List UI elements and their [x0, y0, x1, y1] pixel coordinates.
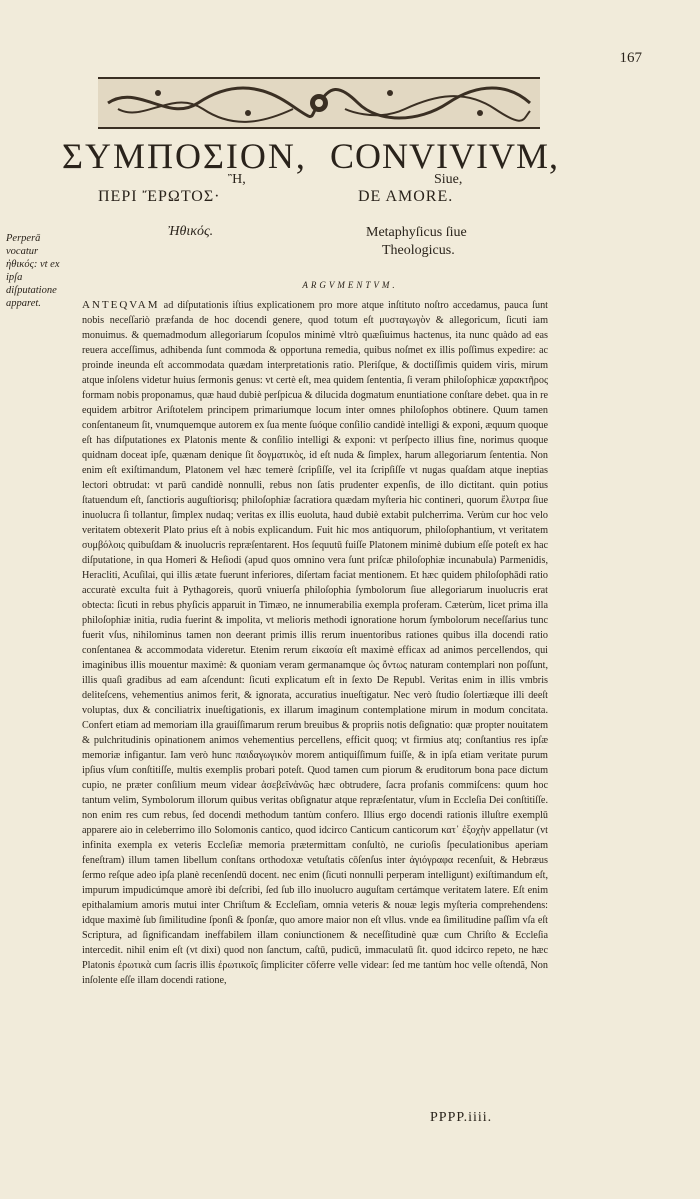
greek-title: ΣΥΜΠΟΣΙΟΝ, [62, 136, 307, 176]
greek-conjunction: Ἢ, [228, 172, 246, 187]
body-text [82, 298, 548, 988]
argumentum-heading: ARGVMENTVM. [302, 280, 398, 290]
latin-genre-line1: Metaphyſicus ſiue [366, 225, 467, 240]
latin-title: CONVIVIVM, [330, 136, 559, 176]
latin-genre [366, 224, 467, 260]
page-number: 167 [619, 50, 642, 66]
body-paragraph: ad diſputationis iſtius explicationem pro more atque inſtituto noſtro accedamus, pauca ſunt nobis neceſſariò præfanda de hoc docendi genere, quod totum eſt μυσταγωγὸν & allegoricum, ſicuti iam monuimus. & quemadmodum allegoriarum ſcopulos minimè vltrò quæſiuimus hactenus, ita nunc quàdo ad eas reuera acceſſimus, adhibenda ſunt commoda & opportuna remedia, quibus noſmet ex illis poſſimus expedire: ac proinde ineunda eſt accommodata quædam interpretationis ratio. Pleriſque, & doctiſſimis quidem viris, mirum atque inſolens videtur huius ſermonis genus: vt certè eſt, mea quidem ſententia, ſi veram philoſophicæ χαρακτῆρος formam nobis proponamus, quæ haud dubiè perſpicua & dilucida dogmatum enuntiatione conſtare debet. qua in re equidem arbitror Ariſtotelem principem primariumque locum inter omnes philoſophos obtinere. Quum tamen conſentaneum ſit, vnumquemque autorem ex ſua mente ſuóque conſilio candidè intelligi & exponi, æquum quoque eſt has diſputationes ex Platonis mente & conſilio intelligi & exponi: vt perſpecto illius fine, norimus quoque quidnam doceat ipſe, quænam denique ſit δογματικὸς, id eſt nuda & ſimplex, harum allegoriarum ſententia. Non enim eſt exiſtimandum, Platonem vel hæc temerè ſcripſiſſe, vel ita ſcripſiſſe vt nugas quaſdam atque ineptias lectori obtrudat: vt parū candidè nonnulli, rebus non ſatis prudenter expenſis, de illo dictitant. quin potius ſtatuendum eſt, ſanctioris auguſtiorisq; philoſophiæ ſacratiora quædam myſteria hic contineri, quorum ἔλυτρα ſiue inuolucra ſi tollantur, ſimplex nudaq; veritas ex illis euoluta, haud dubiè extabit pulcherrima. Verùm cur hoc velo veritatem obtexerit Plato prius eſt à nobis explicandum. Fuit hic mos antiquorum, philoſophantium, vt veritatem συμβόλοις quibuſdam & inuolucris repræſentarent. Hos ſequutū fuiſſe Platonem minimè dubium eſſe poteſt ex hac diſputatione, in qua Homeri & Heſiodi (apud quos omnino vera ſunt priſcæ philoſophiæ incunabula) Parmenidis, Heracliti, Acuſilai, qui illis ætate fuerunt inferiores, diſertam faciat mentionem. Et hæc quidem philoſophādi ratio accuratè exculta fuit à Pythagoreis, quorū vniuerſa philoſophia ſymbolorum ſiue allegoriarum inuolucris erat obtecta: ſicuti in rebus phyſicis apparuit in Timæo, ne innumerabilia exempla proferam. Cæterùm, licet prima illa philoſophiæ initia, rudia fuerint & impolita, vt melioris methodi ignoratione horum ſymbolorum neceſſarius tunc fuerit vſus, nihilominus tamen non deerant primis illis rerum inuentoribus rationes quibus illa docendi ratio conſentanea & accommodata videretur. Etenim rerum εἰκασία eſt maximè efficax ad animos percellendos, qui imaginibus illis mouentur maximè: & quoniam veram germanamque ὡς ὄντως naturam contemplari non poſſunt, illis quaſi gradibus ad eam aſcendunt: ſicuti explicatum eſt in ſexto De Republ. Veritas enim in illis vmbris delitеſcens, vehementius animos ferit, & ignorata, accuratius inueſtigatur. Nec verò ſtudio ſolertiæque illi deeſt voluptas, dux & conciliatrix inueſtigationis, ex illarum imaginum contemplatione mirum in modum concitata. Confert etiam ad memoriam illa grauiſſimarum rerum breuibus & propriis notis deſignatio: quæ propter nouitatem & pulchritudinis opinationem animos vehementius percellens, efficit quoq; vt firmius atq; conſtantius res ipſæ memoriæ infigantur. Iam verò hunc παιδαγωγικὸν morem antiquiſſimum fuiſſe, & in ipſa etiam veritate purum ipſius vſum conſtitiſſe, multis exemplis probari poteſt. Quod tamen cum piorum & eruditorum bona pace dictum cupio, ne præter conſilium meum videar ἀσεβεῖνἀνῶς hæc obtrudere, ſacra profanis commiſcens: quum hoc tantum velim, Symbolorum illorum quibus veritas obſignatur atque repræſentatur, vſum in Eccleſia Dei conſtitiſſe. non enim res cum rebus, ſed docendi methodum tantùm confero. Illius ergo docendi rationis illuſtre exemplū apparere aio in celeberrimo illo Solomonis cantico, quod idcirco Canticum canticorum κατ᾽ ἐξοχὴν appellatur (vt infinita exempla ex veteris Eccleſiæ memoria prætermittam conſultò, ne curioſis ſpeculationibus aperiam feneſtram) illum tamen libellum conſtans orthodoxæ vetuſtatis cōſenſus inter ἀγιόγραφα recenſuit, & Hebræus ſermo reſque adeo ipſa planè recenſendū docent. nec enim (ſicuti nonnulli perperam intelligunt) exiſtimandum eſt, impurum impudicúmque amorè ibi deſcribi, ſed ſub illo inuolucro auguſtam certámque veritatem latere. Eſt enim epithalamium amoris mutui inter Chriſtum & Eccleſiam, omnia veteris & nouæ legis myſteria comprehendens: idque maximè ſub ſimilitudine ſponſi & ſponſæ, quo amore maior non eſt vllus. vnde ea ſimilitudine paſſim vſa eſt Scriptura, ad ſignificandam ineffabilem illam coniunctionem & neceſſitudinè quæ cum Chriſto & Eccleſia intercedit. nihil enim eſt (vt dixi) quod non ſanctum, caſtū, pudicū, immaculatū ſit. quod idcirco repeto, ne hæc Platonis ἐρωτικὰ cum ſacris illis ἐρωτικοῖς ſimpliciter cōferre velle videar: ſed me tantùm hoc velle oſtendã, Non inſolente eſſe illam docendi ratione, [82, 300, 548, 986]
ornamental-headpiece [98, 77, 540, 129]
latin-conjunction: Siue, [434, 172, 463, 187]
signature-mark: PPPP.iiii. [430, 1110, 493, 1125]
greek-genre: Ἠθικός. [168, 224, 214, 239]
latin-genre-line2: Theologicus. [382, 243, 455, 258]
latin-subtitle: DE AMORE. [358, 188, 454, 205]
greek-subtitle: ΠΕΡΙ ἜΡΩΤΟΣ· [98, 188, 221, 205]
margin-note: Perperā vocatur ἠθικός: vt ex ipſa diſputatione apparet. [6, 233, 60, 309]
body-lead: ANTEQVAM [82, 299, 160, 311]
